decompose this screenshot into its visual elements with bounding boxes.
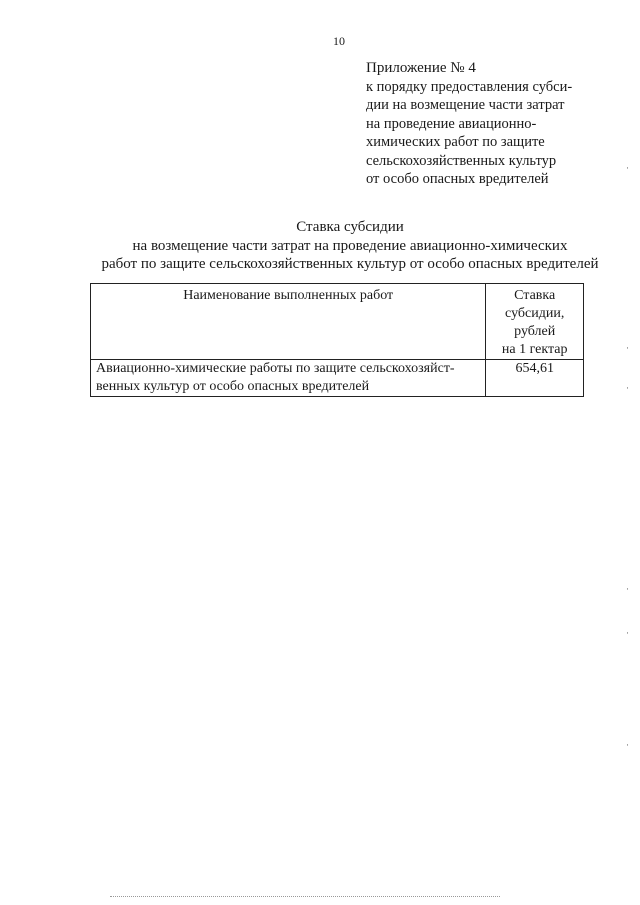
header-rate-line: на 1 гектар xyxy=(501,342,568,357)
scan-edge-mark: · xyxy=(626,343,629,353)
header-rate xyxy=(486,284,584,360)
cell-work-name-line: венных культур от особо опасных вредителей xyxy=(96,379,370,394)
cell-rate-value: 654,61 xyxy=(486,360,584,397)
appendix-line: от особо опасных вредителей xyxy=(366,171,549,187)
page-number: 10 xyxy=(333,34,345,48)
table-header-row xyxy=(91,284,584,360)
cell-work-name-line: Авиационно-химические работы по защите сельскохозяйст- xyxy=(96,361,455,376)
scan-edge-mark: · xyxy=(626,163,629,173)
scan-edge-mark: · xyxy=(626,740,629,750)
scan-edge-mark: · xyxy=(626,383,629,393)
scan-bottom-noise xyxy=(110,896,500,900)
scan-edge-mark: · xyxy=(626,628,629,638)
header-rate-line: Ставка xyxy=(514,288,556,303)
appendix-line: сельскохозяйственных культур xyxy=(366,152,557,169)
subsidy-rate-table xyxy=(90,283,584,397)
appendix-line: на проведение авиационно- xyxy=(366,115,537,132)
header-rate-line: субсидии, xyxy=(505,306,565,321)
document-title xyxy=(60,218,640,274)
appendix-line: к порядку предоставления субси- xyxy=(366,78,573,95)
table-row xyxy=(91,360,584,397)
document-heading: Ставка субсидии xyxy=(296,219,404,235)
header-work-name: Наименование выполненных работ xyxy=(91,284,486,360)
document-subtitle-line: на возмещение части затрат на проведение авиационно-химических xyxy=(132,237,568,254)
appendix-title: Приложение № 4 xyxy=(366,60,476,76)
header-rate-line: рублей xyxy=(514,324,556,339)
scan-edge-mark: · xyxy=(626,584,629,594)
appendix-line: дии на возмещение части затрат xyxy=(366,97,565,113)
document-subtitle-line: работ по защите сельскохозяйственных культур от особо опасных вредителей xyxy=(101,256,599,272)
appendix-line: химических работ по защите xyxy=(366,134,545,150)
appendix-block xyxy=(366,59,606,189)
cell-work-name xyxy=(91,360,486,397)
